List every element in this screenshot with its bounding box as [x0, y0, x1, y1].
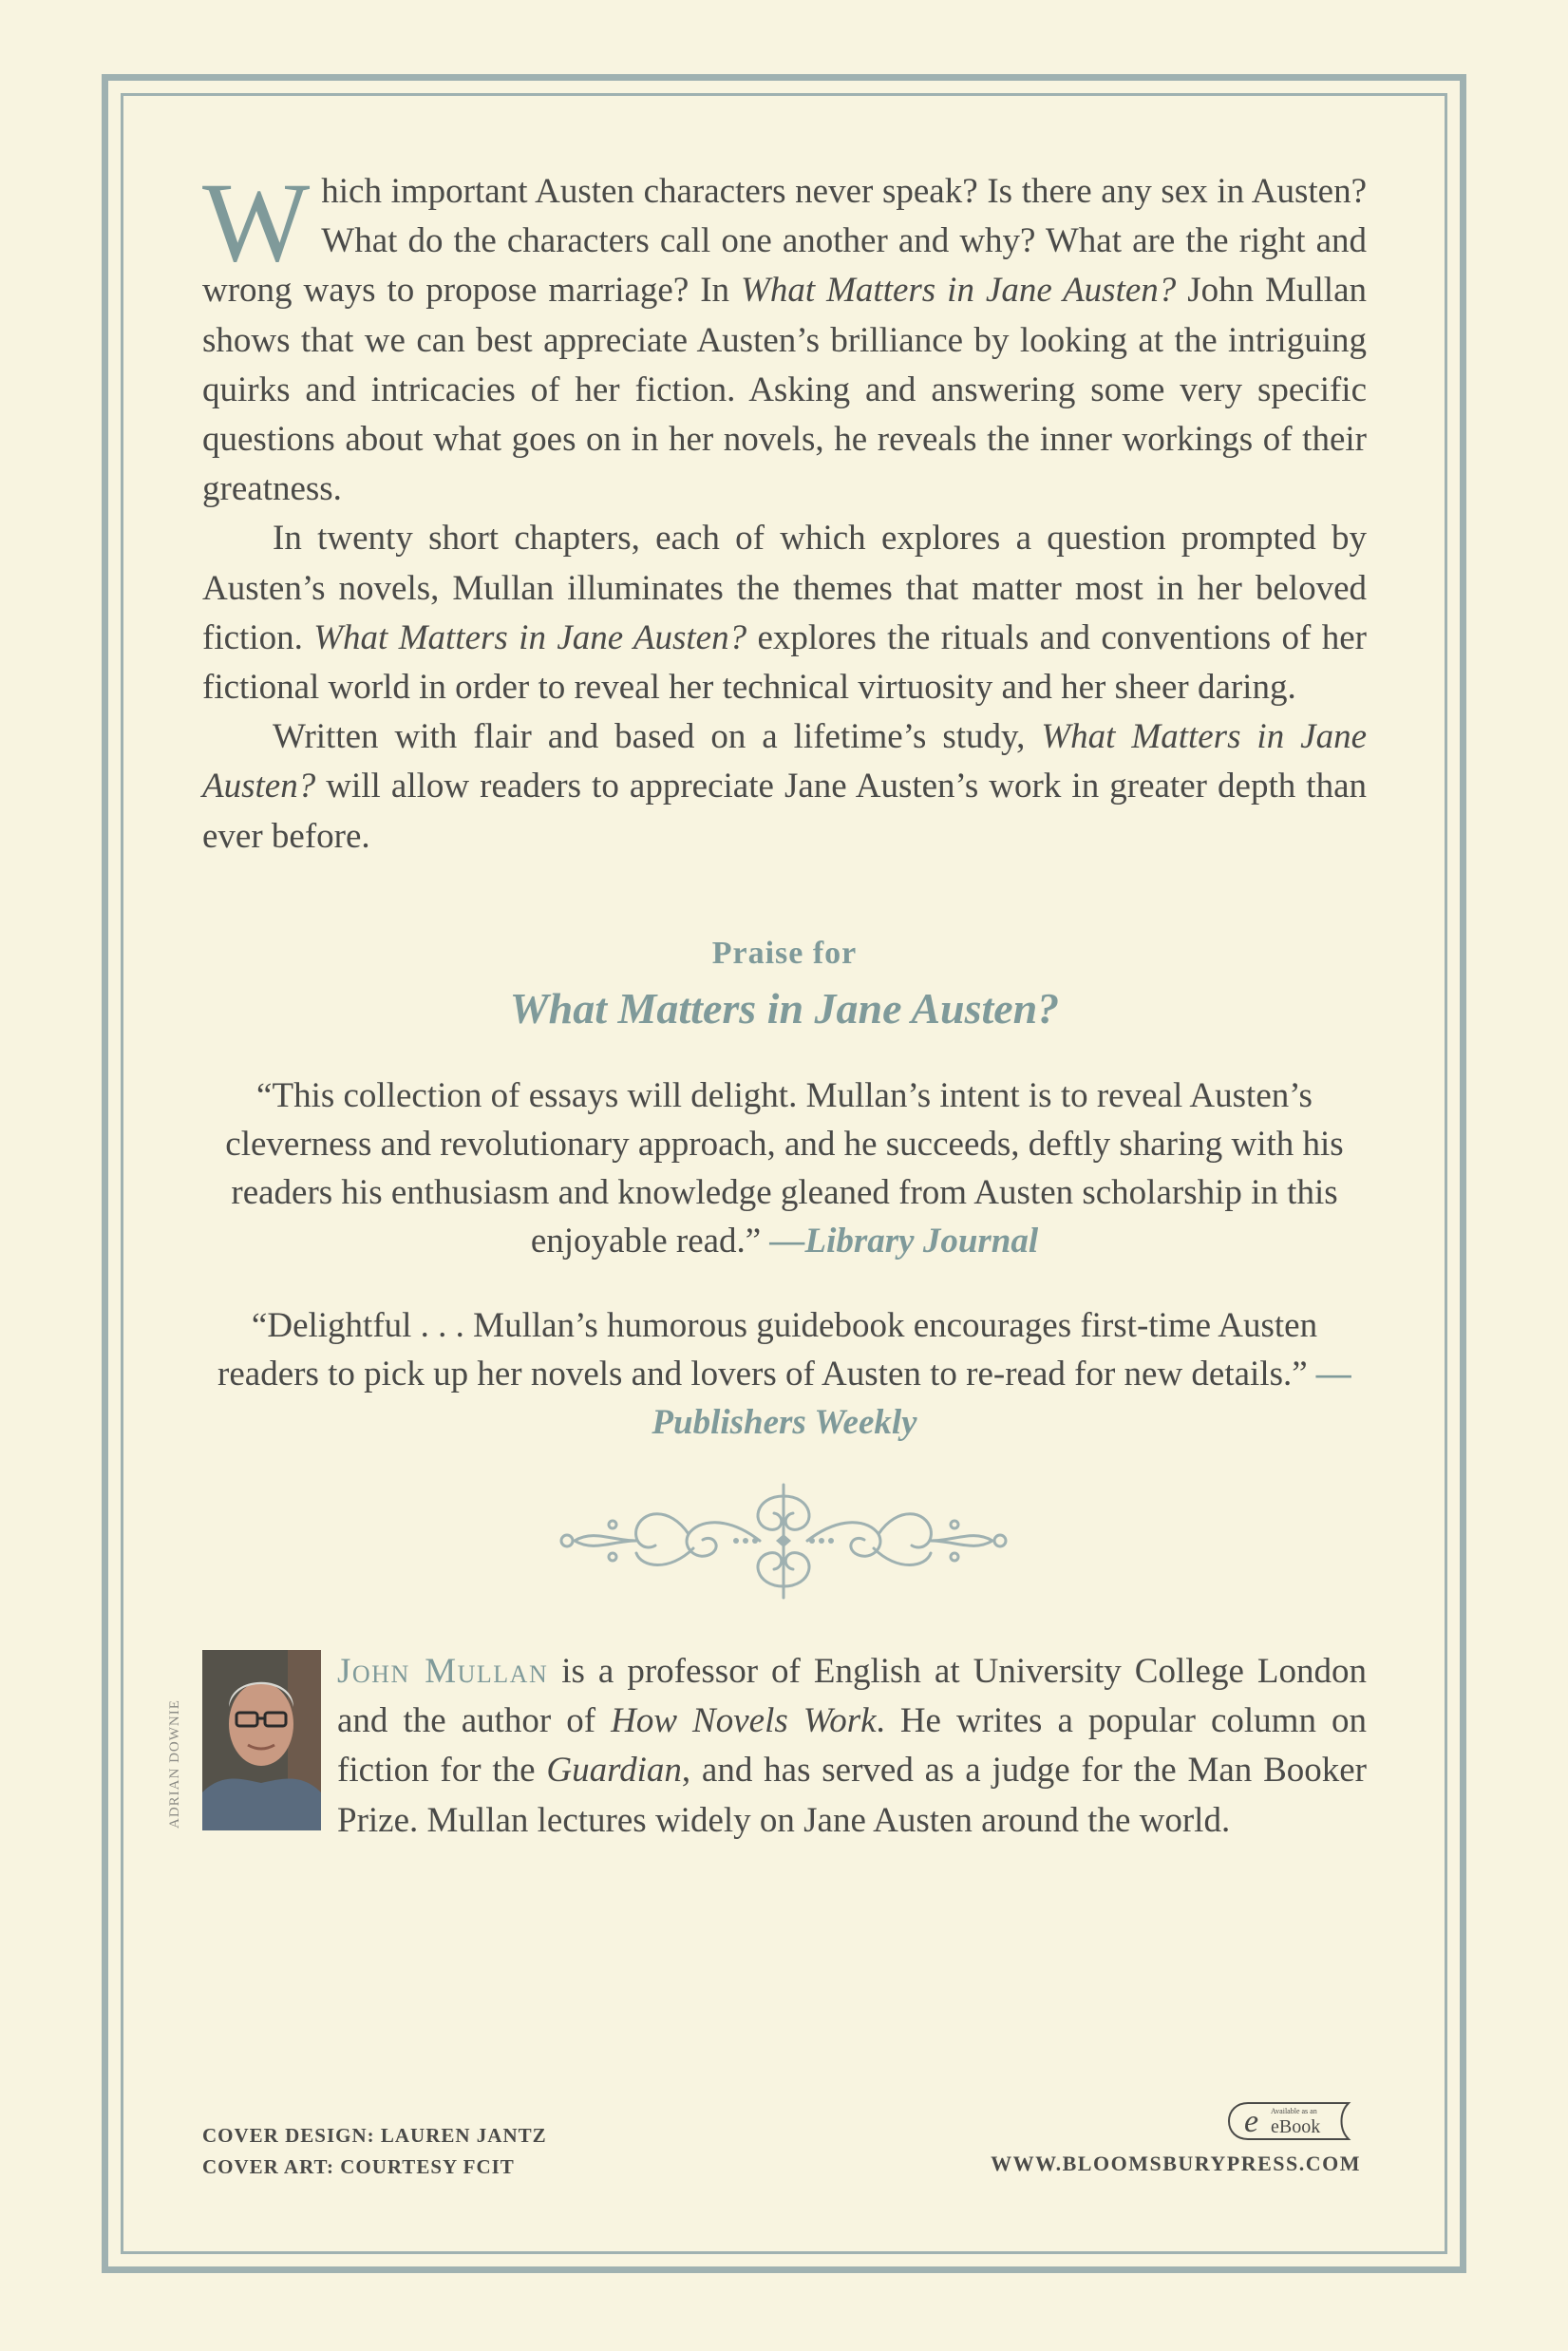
author-book-title: How Novels Work — [611, 1701, 877, 1741]
description-paragraph-3: Written with flair and based on a lifetime’s study, What Matters in Jane Austen? will allow readers to appreciate Jane Austen’s work in greater depth than ever before. — [202, 717, 1367, 856]
photo-credit: ADRIAN DOWNIE — [167, 1699, 182, 1829]
svg-text:e: e — [1244, 2104, 1259, 2139]
praise-book-title: What Matters in Jane Austen? — [509, 984, 1060, 1033]
review-quote-1: “This collection of essays will delight. Mullan’s intent is to reveal Austen’s cleverness and revolutionary approach, and he succeeds, deftly sharing with his readers his enthusiasm and knowledge gleaned from Austen scholarship in this enjoyable read.” —Library Journal — [225, 1076, 1344, 1261]
drop-cap: W — [202, 159, 311, 285]
book-title: What Matters in Jane Austen? — [741, 271, 1177, 311]
author-bio: John Mullan is a professor of English at University College London and the author of How Novels Work. He writes a popular column on fiction for the Guardian, and has served as a judge for the Man Booker Prize. Mullan lectures widely on Jane Austen around the world. — [337, 1652, 1367, 1840]
praise-heading: Praise for — [711, 936, 858, 971]
ebook-small-text: Available as an — [1271, 2107, 1317, 2115]
description-paragraph-2: In twenty short chapters, each of which explores a question prompted by Austen’s novels, Mullan illuminates the themes that matter most in her beloved fiction. What Matters in Jane Austen? explores the rituals and conventions of her fictional world in order to reveal her technical virtuosity and her sheer daring. — [202, 519, 1367, 708]
cover-design-credit: COVER DESIGN: LAUREN JANTZ — [202, 2124, 547, 2147]
scroll-ornament-icon — [556, 1477, 1011, 1605]
cover-credits — [202, 2120, 547, 2183]
newspaper-title: Guardian — [546, 1751, 682, 1791]
publisher-url[interactable]: WWW.BLOOMSBURYPRESS.COM — [991, 2152, 1361, 2175]
cover-art-credit: COVER ART: COURTESY FCIT — [202, 2155, 515, 2178]
ebook-badge-icon — [1227, 2101, 1360, 2141]
description-paragraph-1: Which important Austen characters never speak? Is there any sex in Austen? What do the characters call one another and why? What are the right and wrong ways to propose marriage? In What Matters in Jane Austen? John Mullan shows that we can best appreciate Austen’s brilliance by looking at the intriguing quirks and intricacies of her fiction. Asking and answering some very specific questions about what goes on in her novels, he reveals the inner workings of their greatness. — [202, 159, 1367, 509]
review-source: —Publishers Weekly — [652, 1355, 1351, 1442]
review-quote-2: “Delightful . . . Mullan’s humorous guidebook encourages first-time Austen readers to pick up her novels and lovers of Austen to re-read for new details.” —Publishers Weekly — [217, 1306, 1351, 1442]
book-title: What Matters in Jane Austen? — [313, 617, 747, 657]
review-source: —Library Journal — [769, 1222, 1039, 1261]
description — [202, 159, 1367, 862]
ebook-label: eBook — [1271, 2116, 1321, 2137]
author-name: John Mullan — [337, 1652, 549, 1691]
book-title: What Matters in Jane Austen? — [202, 717, 1367, 806]
